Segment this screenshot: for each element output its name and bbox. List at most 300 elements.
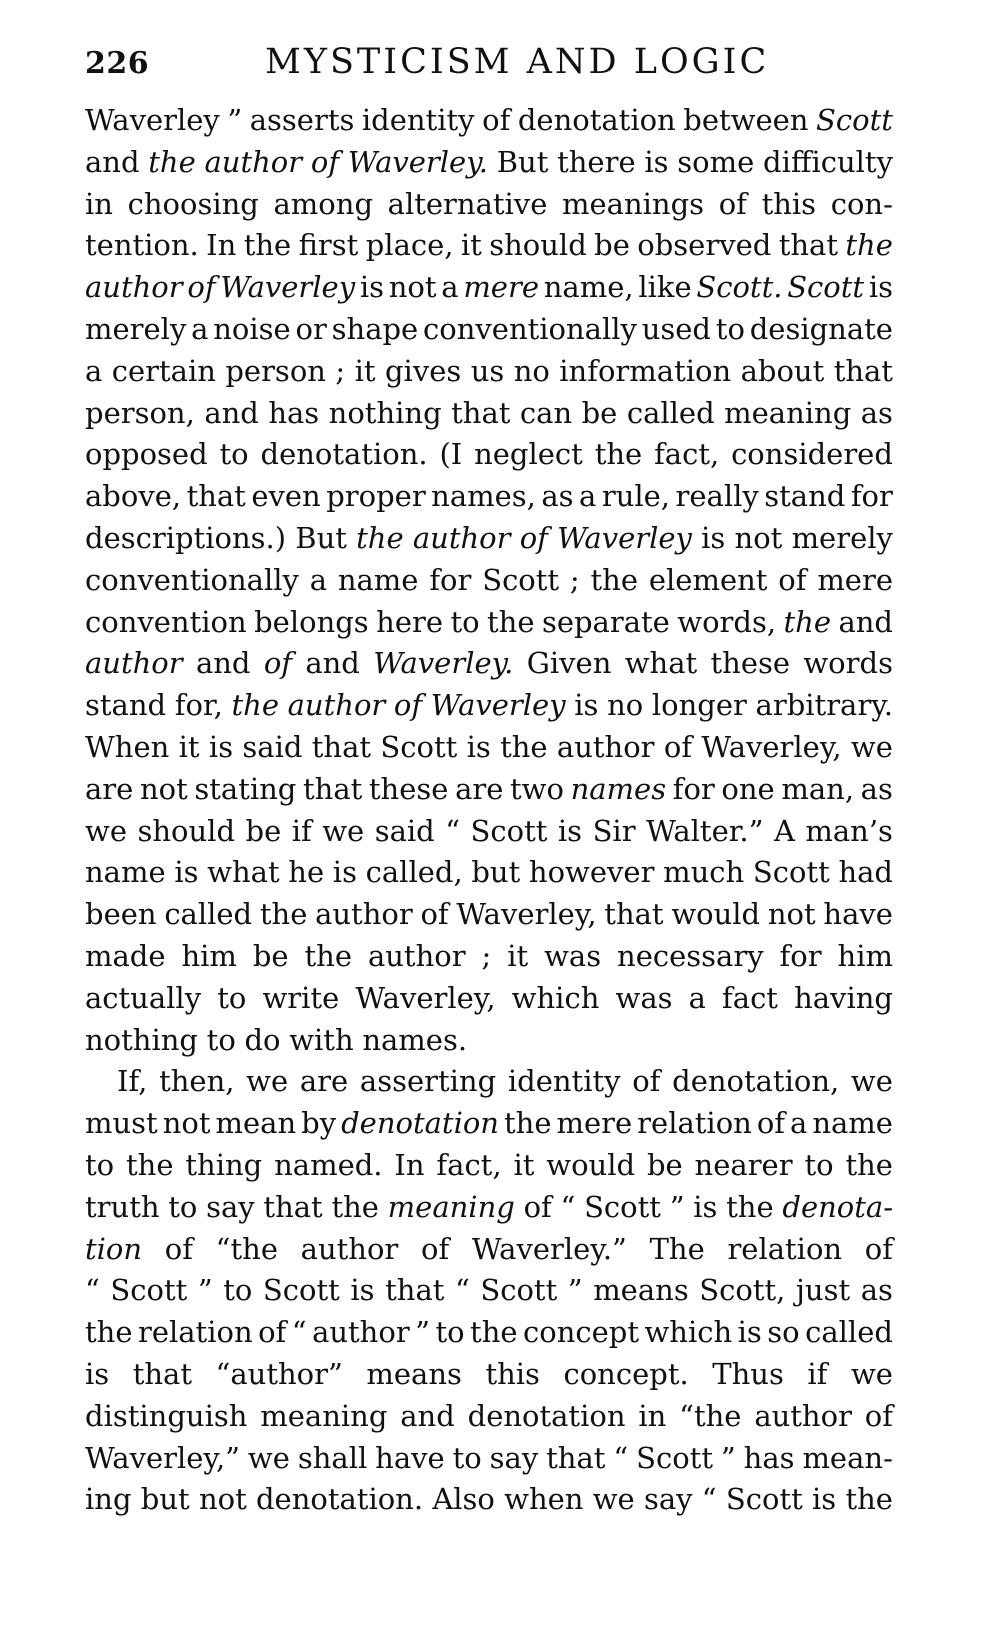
word: denotation. (260, 437, 428, 472)
word: of (420, 897, 449, 932)
word: a (191, 311, 209, 346)
word: longer (651, 688, 747, 723)
word: there (557, 144, 636, 179)
word: of (523, 1189, 552, 1224)
word: asserting (359, 1064, 497, 1099)
text-line (85, 1396, 893, 1438)
word: ; (481, 938, 492, 973)
word: when (504, 1482, 584, 1517)
word: distinguish (85, 1398, 248, 1433)
word: In (394, 1147, 425, 1182)
word: as (860, 771, 893, 806)
italic-word: Waverley (557, 520, 692, 555)
word: called (805, 1315, 893, 1350)
word: nothing (85, 1022, 198, 1057)
word: these (368, 771, 449, 806)
word: the (304, 938, 353, 973)
word: is (350, 1273, 375, 1308)
italic-word: denota- (782, 1189, 893, 1224)
word: but (471, 855, 521, 890)
text-line (85, 560, 893, 602)
word: difficulty (763, 144, 893, 179)
text-line (85, 602, 893, 644)
word: made (85, 938, 166, 973)
word: denotation (467, 1398, 626, 1433)
word: the (503, 1106, 552, 1141)
word: Given (526, 646, 612, 681)
word: in (85, 186, 113, 221)
word: is (812, 1482, 837, 1517)
word: Scott, (699, 1273, 786, 1308)
word: tention. (85, 228, 199, 263)
word: the (726, 1189, 774, 1224)
word: for (850, 479, 893, 514)
word: has (743, 1440, 795, 1475)
word: is (208, 729, 234, 764)
word: really (675, 479, 759, 514)
word: conventionally (423, 311, 637, 346)
word: nearer (694, 1147, 793, 1182)
word: some (677, 144, 755, 179)
word: are (85, 771, 134, 806)
word: write (262, 980, 340, 1015)
word: convention (85, 604, 247, 639)
word: and (305, 646, 360, 681)
word: what (624, 646, 698, 681)
word: man, (781, 771, 855, 806)
word: not (162, 1106, 211, 1141)
word: words, (677, 604, 777, 639)
page-number: 226 (85, 46, 150, 81)
text-line (85, 1103, 893, 1145)
word: for (672, 771, 715, 806)
word: shape (331, 311, 419, 346)
word: name, (543, 270, 634, 305)
word: we (247, 1440, 290, 1475)
word: not (767, 897, 816, 932)
word: say (643, 1482, 693, 1517)
word: do (244, 1022, 281, 1057)
word: is (174, 855, 199, 890)
word: been (85, 897, 157, 932)
word: denotation, (672, 1064, 840, 1099)
word: man’s (805, 813, 893, 848)
text-line (85, 142, 893, 184)
word: is (359, 270, 385, 305)
text-line (85, 936, 893, 978)
word: the (845, 1482, 893, 1517)
word: the (845, 1147, 893, 1182)
word: a (85, 353, 103, 388)
word: of (164, 1231, 193, 1266)
italic-word: the (845, 228, 893, 263)
word: one (721, 771, 775, 806)
page-header (85, 42, 770, 92)
word: of (482, 103, 511, 137)
word: is (557, 813, 583, 848)
word: author (556, 729, 655, 764)
word: of (864, 1398, 893, 1433)
word: that (451, 395, 511, 430)
word: say (206, 1189, 255, 1224)
word: mere (817, 562, 893, 597)
word: “ (701, 1482, 717, 1517)
word: Waverley, (701, 729, 842, 764)
text-line (85, 1312, 893, 1354)
word: descriptions.) (85, 520, 287, 555)
word: Thus (712, 1356, 784, 1391)
word: having (794, 980, 893, 1015)
text-line (85, 309, 893, 351)
word: the (126, 1147, 174, 1182)
word: Waverley,” (85, 1440, 240, 1475)
word: that (311, 729, 372, 764)
word: “ (445, 813, 461, 848)
word: or (295, 311, 327, 346)
word: concept (523, 1315, 640, 1350)
word: be (252, 938, 289, 973)
word: if (291, 813, 312, 848)
word: was (544, 938, 602, 973)
text-line (85, 852, 893, 894)
word: names. (362, 1022, 468, 1057)
italic-word: of (310, 144, 340, 179)
word: ” (227, 103, 243, 137)
word: meanings (562, 186, 705, 221)
word: are (455, 771, 504, 806)
word: as (860, 1273, 893, 1308)
word: truth (85, 1189, 160, 1224)
text-line (85, 100, 893, 142)
word: to (452, 1440, 482, 1475)
word: a (441, 270, 459, 305)
word: of (632, 1064, 661, 1099)
word: just (795, 1273, 851, 1308)
word: to (217, 980, 247, 1015)
word: of (663, 729, 693, 764)
italic-word: the (231, 688, 279, 723)
word: to (804, 1147, 834, 1182)
italic-word: tion (85, 1231, 143, 1266)
text-line (85, 1479, 893, 1521)
word: relation (637, 1106, 752, 1141)
word: means (366, 1356, 462, 1391)
word: neglect (474, 437, 583, 472)
word: and (195, 646, 251, 681)
word: called (164, 897, 253, 932)
word: fact (722, 980, 778, 1015)
italic-word: Scott (787, 270, 865, 305)
italic-word: author (204, 144, 303, 179)
word: him (181, 938, 237, 973)
word: this (761, 186, 817, 221)
word: ” (669, 1189, 685, 1224)
word: that (385, 1273, 445, 1308)
word: author (315, 897, 413, 932)
word: author (300, 1231, 399, 1266)
text-line (85, 643, 893, 685)
word: “the (215, 1231, 278, 1266)
word: The (649, 1231, 705, 1266)
word: thing (185, 1147, 263, 1182)
word: we (850, 729, 893, 764)
word: here (376, 604, 444, 639)
word: no (513, 353, 550, 388)
word: to (206, 1022, 236, 1057)
word: to (435, 1315, 465, 1350)
italic-word: author (85, 270, 183, 305)
text-line (85, 978, 893, 1020)
word: to (168, 1189, 198, 1224)
word: mere (556, 1106, 633, 1141)
word: name (85, 855, 166, 890)
word: the (590, 562, 639, 597)
word: is (466, 729, 491, 764)
word: with (289, 1022, 354, 1057)
word: the (259, 897, 308, 932)
word: place, (365, 228, 454, 263)
word: which (644, 1315, 733, 1350)
word: belongs (254, 604, 369, 639)
word: Scott (380, 729, 458, 764)
word: between (683, 103, 809, 137)
word: that (833, 353, 893, 388)
text-line (85, 184, 893, 226)
word: it (460, 228, 482, 263)
word: what (207, 855, 280, 890)
word: should (489, 228, 587, 263)
word: “ (613, 1440, 629, 1475)
word: author (312, 1315, 410, 1350)
word: no (607, 688, 644, 723)
word: it (178, 729, 200, 764)
italic-word: of (263, 646, 293, 681)
word: used (641, 311, 711, 346)
word: In (206, 228, 237, 263)
word: When (85, 729, 170, 764)
word: the (331, 1189, 379, 1224)
word: these (710, 646, 791, 681)
word: above, (85, 479, 182, 514)
word: person, (85, 395, 195, 430)
word: say (489, 1440, 539, 1475)
word: but (140, 1482, 190, 1517)
word: for (779, 938, 822, 973)
word: nothing (328, 395, 442, 430)
word: designate (749, 311, 893, 346)
word: as (541, 479, 574, 514)
word: opposed (85, 437, 208, 472)
word: element (648, 562, 768, 597)
word: called, (365, 855, 463, 890)
italic-word: author (287, 688, 386, 723)
word: that (778, 228, 838, 263)
word: name (812, 1106, 893, 1141)
word: be (581, 395, 618, 430)
word: to (450, 604, 480, 639)
word: be (646, 1147, 683, 1182)
text-line (85, 267, 893, 309)
word: had (838, 855, 893, 890)
italic-word: Waverley (430, 688, 566, 723)
italic-word: author (412, 520, 511, 555)
word: Waverley, (456, 897, 597, 932)
word: “author” (215, 1356, 343, 1391)
word: him (837, 938, 893, 973)
text-line (85, 685, 893, 727)
text-line (85, 769, 893, 811)
word: If, (117, 1064, 148, 1099)
word: shall (297, 1440, 368, 1475)
word: which (511, 980, 600, 1015)
word: Waverley.” (471, 1231, 627, 1266)
text-line (85, 393, 893, 435)
word: gives (384, 353, 462, 388)
word: and (400, 1398, 455, 1433)
word: is (693, 1189, 718, 1224)
word: is (737, 1315, 762, 1350)
italic-word: Scott (816, 103, 893, 137)
word: alternative (387, 186, 548, 221)
italic-word: of (393, 688, 423, 723)
word: certain (111, 353, 216, 388)
word: actually (85, 980, 202, 1015)
word: is (85, 1356, 110, 1391)
word: like (638, 270, 692, 305)
text-line (85, 518, 893, 560)
word: we (850, 1356, 893, 1391)
word: arbitrary. (755, 688, 893, 723)
word: (I (439, 437, 463, 472)
word: denotation (517, 103, 676, 137)
word: is (868, 270, 893, 305)
word: Scott (480, 1273, 558, 1308)
word: merely (85, 311, 187, 346)
word: information (559, 353, 732, 388)
word: the (470, 1315, 518, 1350)
word: asserts (249, 103, 355, 137)
word: it (354, 353, 376, 388)
word: identity (507, 1064, 621, 1099)
word: means (593, 1273, 689, 1308)
word: so (767, 1315, 800, 1350)
word: that (263, 1189, 323, 1224)
italic-word: mere (463, 270, 539, 305)
text-line (85, 1020, 893, 1062)
word: relation (137, 1315, 253, 1350)
word: Scott (584, 1189, 661, 1224)
word: the (500, 729, 548, 764)
italic-word: Waverley (220, 270, 356, 305)
word: ; (335, 353, 346, 388)
text-line (85, 1187, 893, 1229)
text-line (85, 225, 893, 267)
text-line (85, 1270, 893, 1312)
word: “the (679, 1398, 742, 1433)
word: as (860, 395, 893, 430)
text-line (85, 476, 893, 518)
word: mean- (802, 1440, 893, 1475)
word: about (740, 353, 825, 388)
word: A (773, 813, 795, 848)
word: Scott (262, 1273, 340, 1308)
word: a (688, 980, 706, 1015)
word: Waverley (85, 103, 220, 137)
text-line (85, 1438, 893, 1480)
word: it (507, 938, 529, 973)
word: author (367, 938, 466, 973)
word: choosing (127, 186, 259, 221)
italic-word: Scott. (696, 270, 783, 305)
italic-word: of (187, 270, 216, 305)
italic-word: the (148, 144, 196, 179)
word: however (528, 855, 655, 890)
word: Sir (592, 813, 636, 848)
word: is (574, 688, 599, 723)
word: author (754, 1398, 852, 1433)
word: stating (194, 771, 297, 806)
word: is (701, 520, 726, 555)
word: relation (727, 1231, 843, 1266)
word: ” (567, 1273, 583, 1308)
word: stand (85, 688, 167, 723)
text-line (85, 1354, 893, 1396)
italic-word: author (85, 646, 183, 681)
word: this (485, 1356, 540, 1391)
word: noise (213, 311, 291, 346)
word: meaning (724, 395, 852, 430)
word: words (803, 646, 893, 681)
word: much (663, 855, 745, 890)
word: would (671, 897, 761, 932)
word: But (295, 520, 347, 555)
word: be (594, 228, 630, 263)
word: merely (791, 520, 893, 555)
word: Walter.” (646, 813, 764, 848)
word: must (85, 1106, 158, 1141)
word: names, (431, 479, 536, 514)
word: that (303, 771, 363, 806)
word: Also (432, 1482, 495, 1517)
text-line (85, 727, 893, 769)
word: of (778, 562, 807, 597)
word: would (546, 1147, 636, 1182)
word: concept. (563, 1356, 689, 1391)
word: the (487, 604, 535, 639)
word: proper (326, 479, 426, 514)
word: name (337, 562, 419, 597)
word: that (604, 897, 664, 932)
word: by (301, 1106, 337, 1141)
word: are (299, 1064, 349, 1099)
word: con- (830, 186, 893, 221)
italic-word: names (570, 771, 667, 806)
word: not (388, 270, 437, 305)
word: Waverley, (355, 980, 496, 1015)
word: said (242, 729, 303, 764)
word: identity (361, 103, 475, 137)
word: we (322, 813, 365, 848)
word: necessary (617, 938, 764, 973)
word: we (592, 1482, 635, 1517)
running-title: MYSTICISM AND LOGIC (265, 42, 770, 82)
word: fact, (436, 1147, 502, 1182)
word: considered (731, 437, 893, 472)
word: can (519, 395, 573, 430)
word: “ (454, 1273, 470, 1308)
word: ” (197, 1273, 213, 1308)
word: Scott (110, 1273, 188, 1308)
